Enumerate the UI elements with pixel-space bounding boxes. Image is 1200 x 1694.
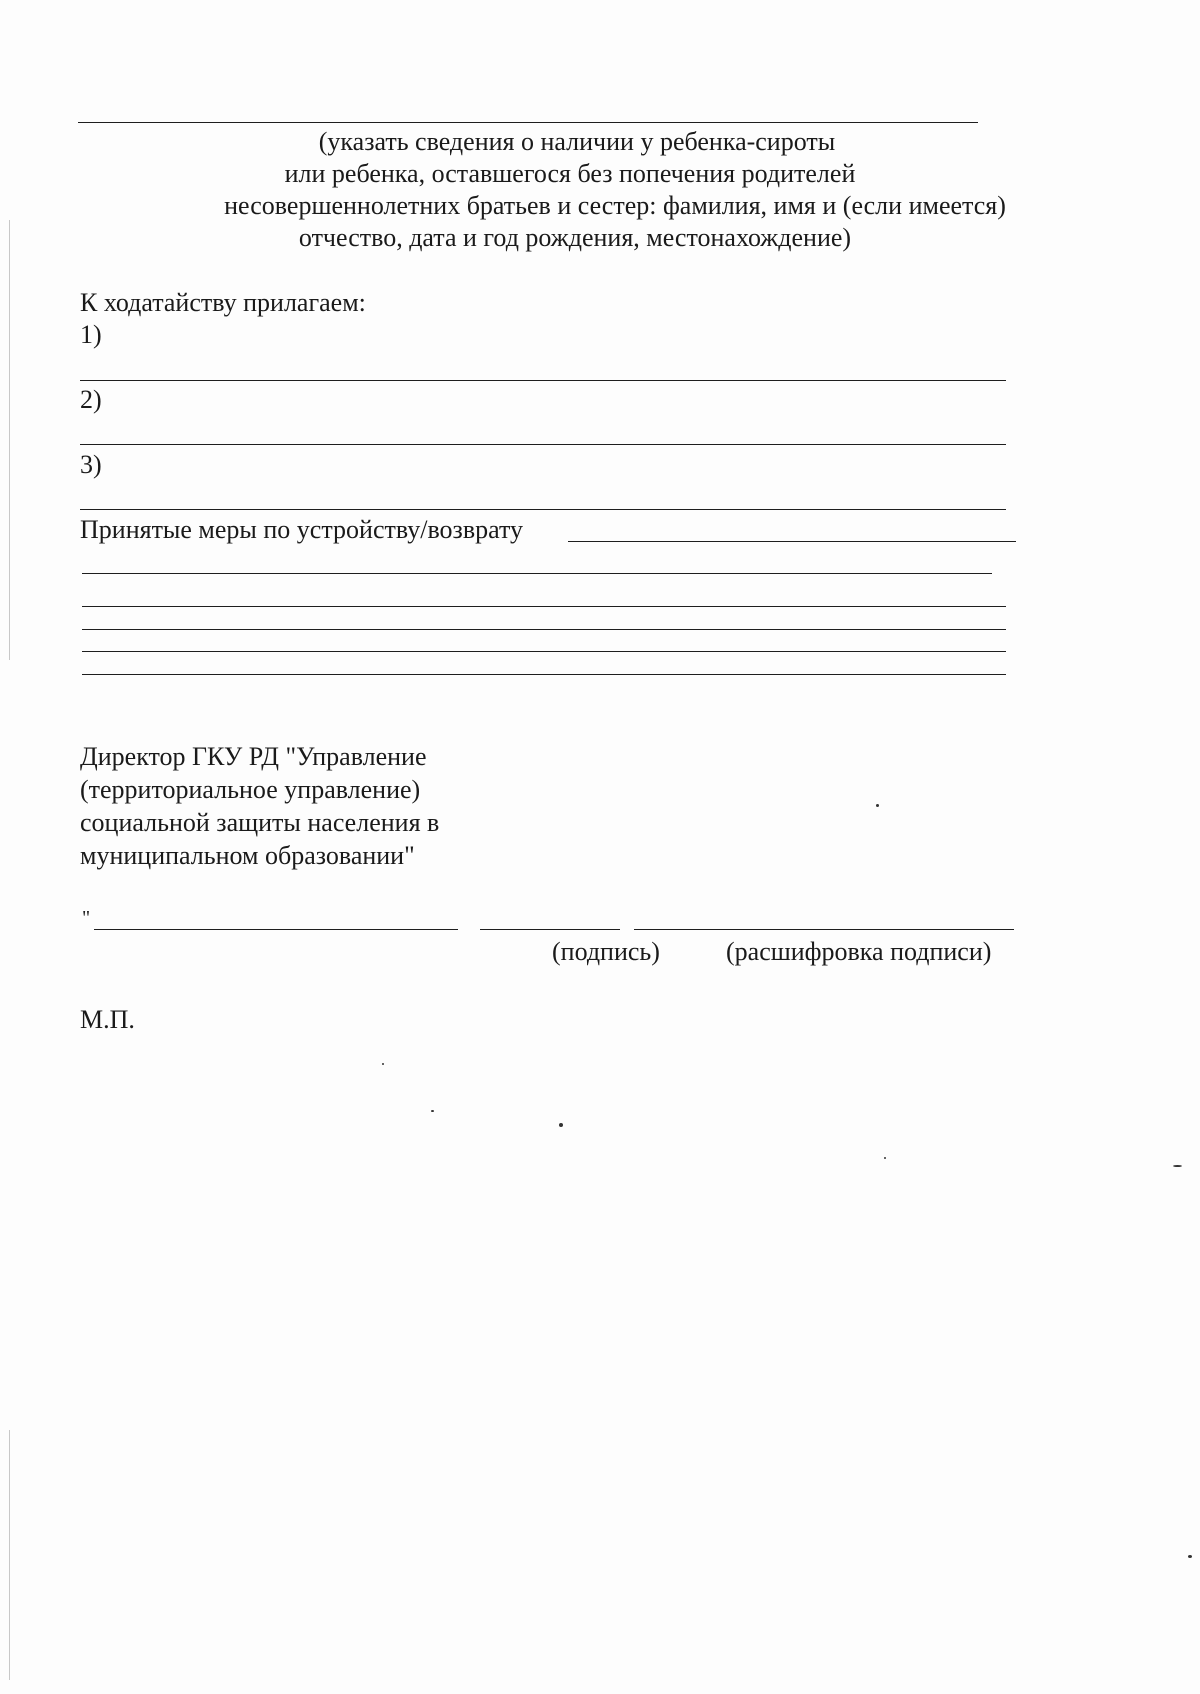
stamp-place-label: М.П. xyxy=(80,1005,135,1034)
signature-decoding-caption: (расшифровка подписи) xyxy=(726,937,992,966)
signatory-line-3: социальной защиты населения в xyxy=(80,808,440,837)
scan-speck xyxy=(1188,1555,1192,1558)
scan-speck xyxy=(1173,1165,1182,1167)
date-line xyxy=(94,929,458,930)
signature-line xyxy=(480,929,620,930)
measures-line-6 xyxy=(82,674,1006,675)
scan-speck xyxy=(559,1123,563,1127)
caption-line-1: (указать сведения о наличии у ребенка-сироты xyxy=(318,127,836,156)
attachment-line-3 xyxy=(80,509,1006,510)
measures-line-3 xyxy=(82,606,1006,607)
attachments-heading: К ходатайству прилагаем: xyxy=(80,288,366,317)
signature-caption: (подпись) xyxy=(552,937,660,966)
signatory-line-1: Директор ГКУ РД "Управление xyxy=(80,742,427,771)
attachment-line-1 xyxy=(80,380,1006,381)
caption-line-3: несовершеннолетних братьев и сестер: фамилия, имя и (если имеется) xyxy=(224,191,1006,220)
attachment-item-2: 2) xyxy=(80,385,102,414)
measures-line-inline xyxy=(568,541,1016,542)
scan-speck xyxy=(884,1157,886,1159)
scan-speck xyxy=(431,1110,434,1112)
scan-speck xyxy=(382,1063,384,1065)
scan-speck xyxy=(876,804,879,807)
measures-line-2 xyxy=(82,573,992,574)
attachment-line-2 xyxy=(80,444,1006,445)
scan-edge-bottom xyxy=(9,1430,10,1680)
attachment-item-1: 1) xyxy=(80,320,102,349)
signature-decoding-line xyxy=(634,929,1014,930)
measures-line-5 xyxy=(82,651,1006,652)
caption-line-4: отчество, дата и год рождения, местонахождение) xyxy=(298,223,852,252)
top-fill-line xyxy=(78,122,978,123)
attachment-item-3: 3) xyxy=(80,450,102,479)
signatory-line-2: (территориальное управление) xyxy=(80,775,421,804)
signatory-line-4: муниципальном образовании" xyxy=(80,841,415,870)
siblings-info-caption xyxy=(80,126,1040,254)
measures-label: Принятые меры по устройству/возврату xyxy=(80,515,523,544)
scan-edge-top xyxy=(9,220,10,660)
caption-line-2: или ребенка, оставшегося без попечения родителей xyxy=(284,159,856,188)
measures-line-4 xyxy=(82,629,1006,630)
date-quote-mark: " xyxy=(82,907,91,929)
